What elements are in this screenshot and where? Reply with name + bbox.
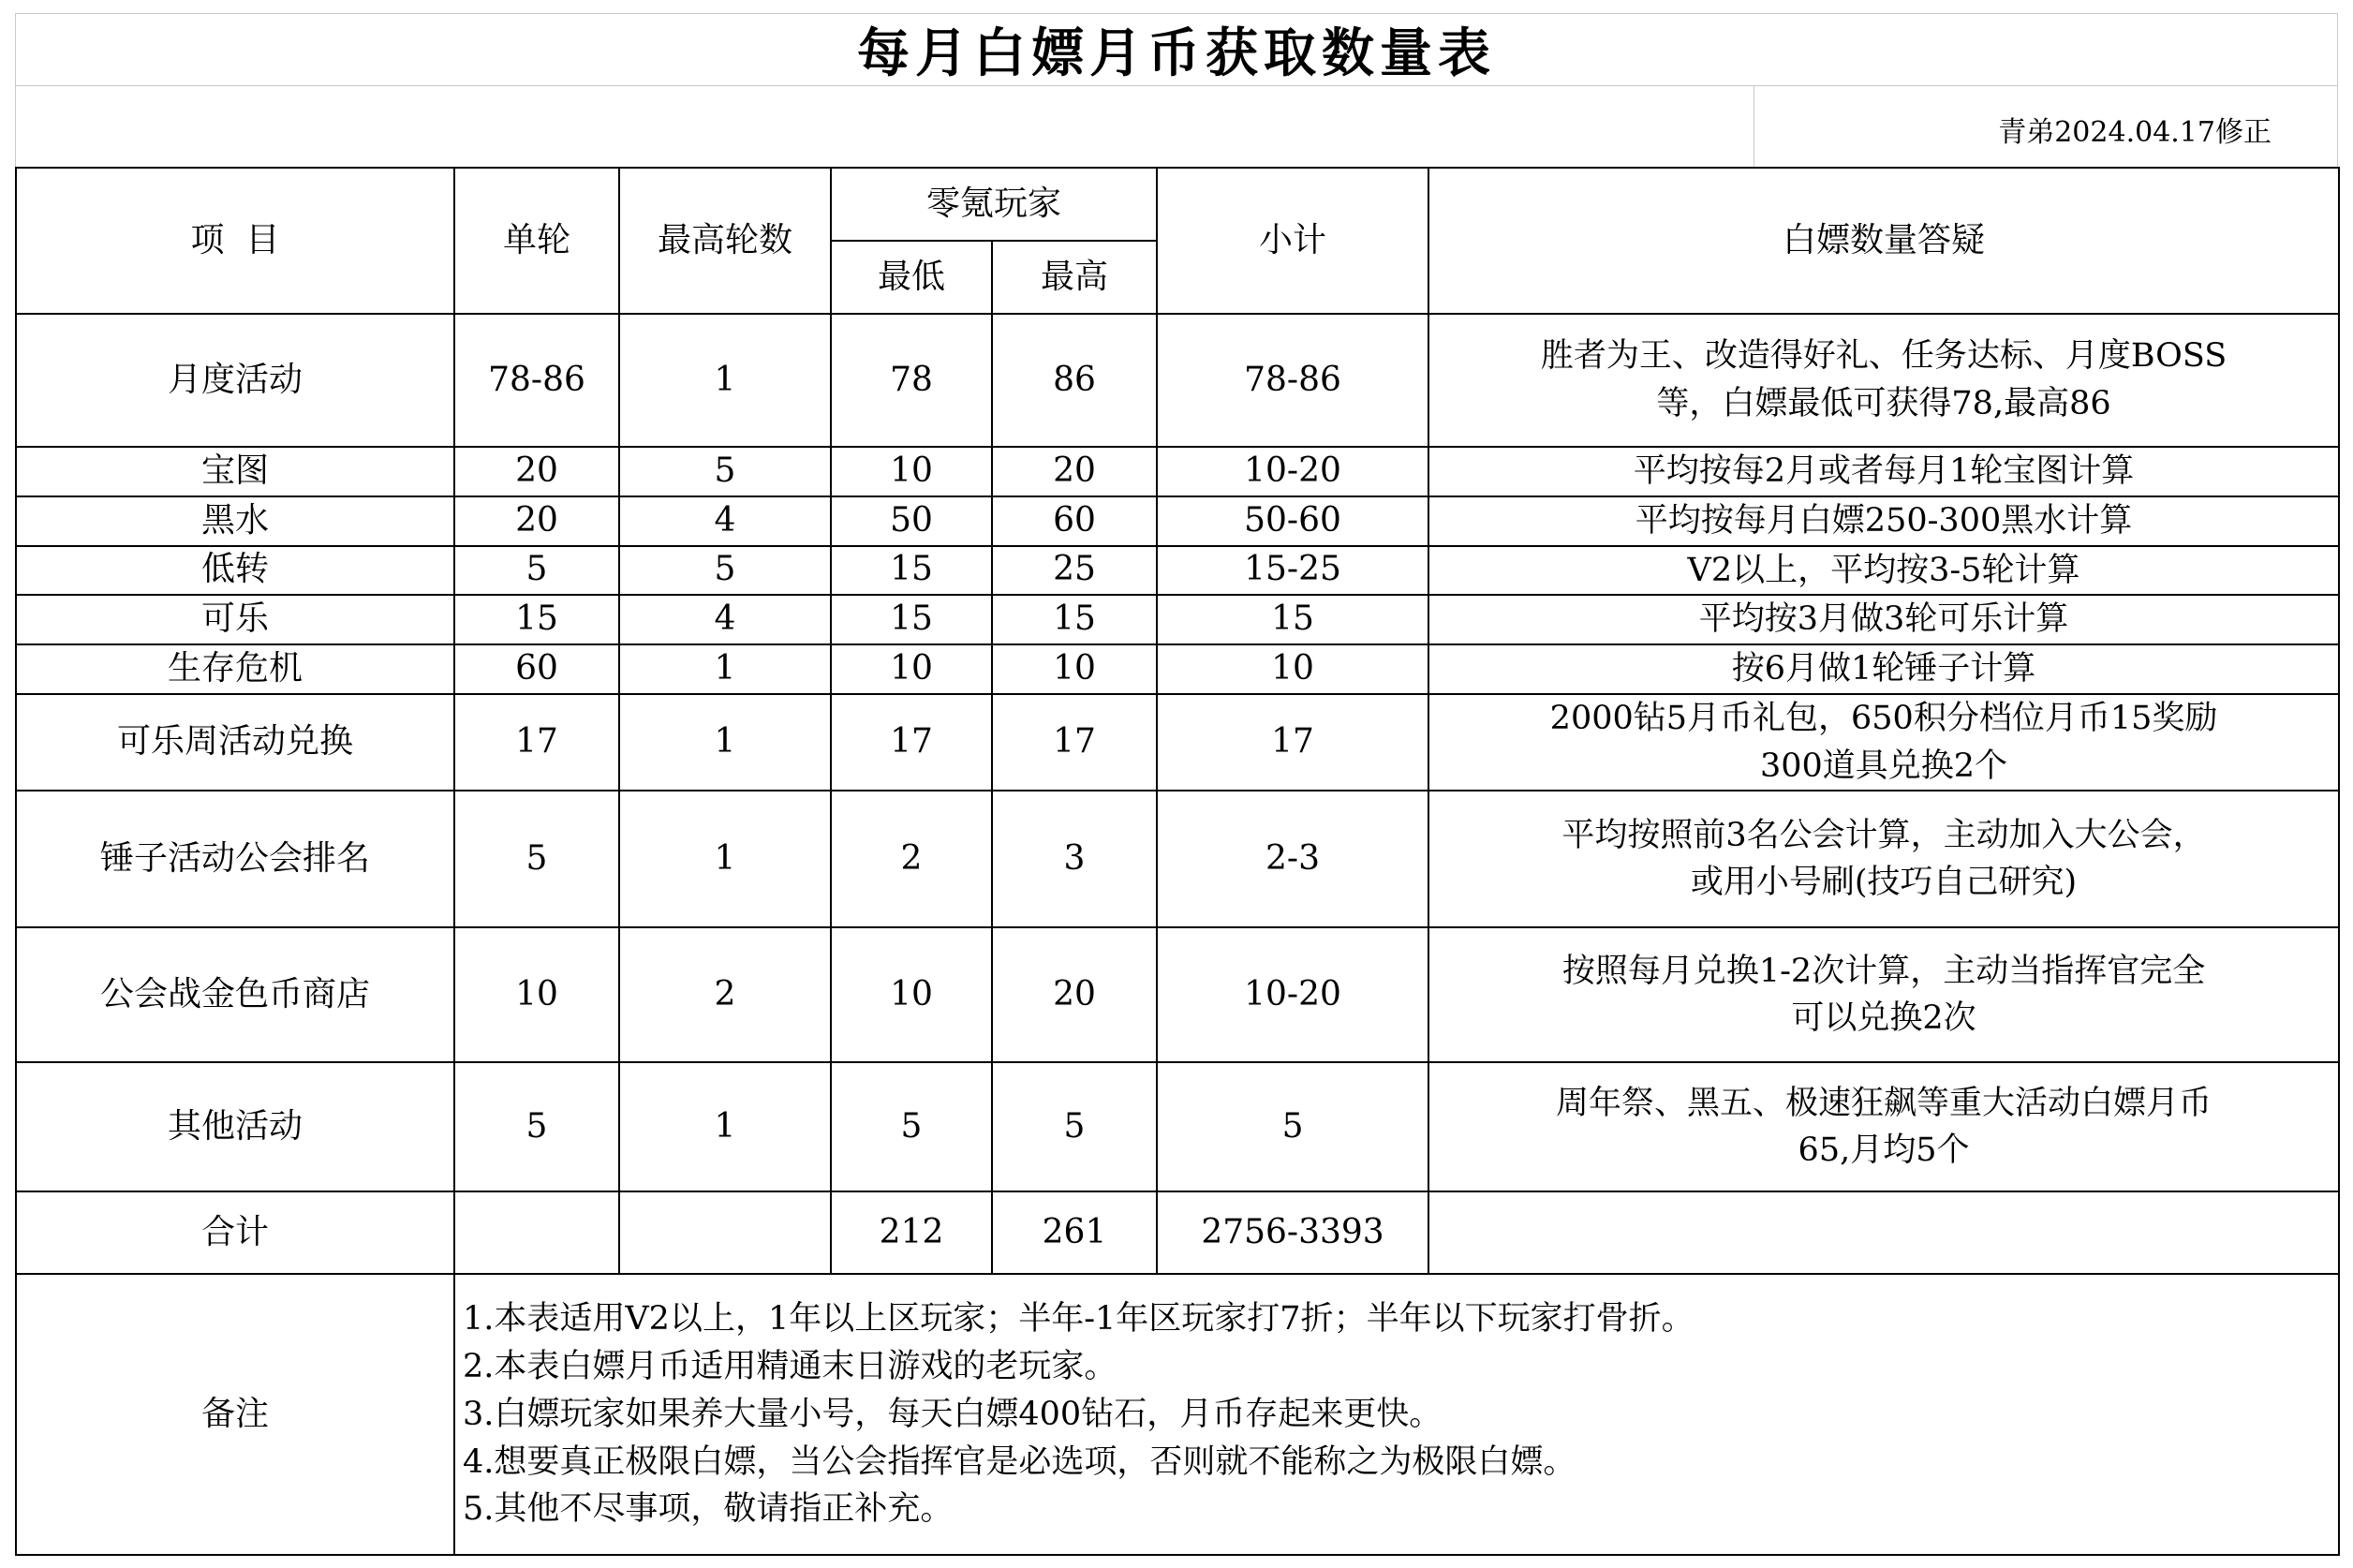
faq-line: 2000钻5月币礼包，650积分档位月币15奖励 bbox=[1549, 699, 2218, 737]
max-cell: 17 bbox=[992, 694, 1157, 791]
faq-cell bbox=[1428, 496, 2339, 546]
subtotal-cell: 17 bbox=[1157, 694, 1428, 791]
revision-note: 青弟2024.04.17修正 bbox=[1998, 116, 2272, 149]
faq-line: 胜者为王、改造得好礼、任务达标、月度BOSS bbox=[1540, 337, 2227, 376]
total-note bbox=[1428, 1191, 2339, 1274]
header-min: 最低 bbox=[831, 241, 992, 314]
remark-line: 2.本表白嫖月币适用精通末日游戏的老玩家。 bbox=[463, 1348, 1117, 1386]
faq-line: 平均按3月做3轮可乐计算 bbox=[1698, 600, 2069, 639]
remark-line: 3.白嫖玩家如果养大量小号，每天白嫖400钻石，月币存起来更快。 bbox=[463, 1395, 1443, 1433]
min-cell: 17 bbox=[831, 694, 992, 791]
subtotal-cell: 2-3 bbox=[1157, 791, 1428, 927]
remarks-label: 备注 bbox=[16, 1274, 454, 1555]
single-round-cell: 17 bbox=[454, 694, 619, 791]
faq-line: 周年祭、黑五、极速狂飙等重大活动白嫖月币 bbox=[1556, 1084, 2212, 1122]
max-cell: 10 bbox=[992, 644, 1157, 694]
max-cell: 60 bbox=[992, 496, 1157, 546]
header-subtotal: 小计 bbox=[1157, 168, 1428, 314]
single-round-cell: 5 bbox=[454, 1062, 619, 1191]
item-cell: 月度活动 bbox=[16, 314, 454, 447]
table-row bbox=[16, 1062, 2339, 1191]
subtotal-cell: 10 bbox=[1157, 644, 1428, 694]
faq-cell bbox=[1428, 595, 2339, 644]
max-rounds-cell: 1 bbox=[619, 1062, 831, 1191]
subtotal-cell: 10-20 bbox=[1157, 927, 1428, 1062]
item-cell: 公会战金色币商店 bbox=[16, 927, 454, 1062]
faq-cell bbox=[1428, 546, 2339, 596]
max-rounds-cell: 1 bbox=[619, 314, 831, 447]
single-round-cell: 5 bbox=[454, 546, 619, 596]
faq-line: 按6月做1轮锤子计算 bbox=[1731, 650, 2036, 688]
header-max-rounds: 最高轮数 bbox=[619, 168, 831, 314]
single-round-cell: 78-86 bbox=[454, 314, 619, 447]
item-cell: 其他活动 bbox=[16, 1062, 454, 1191]
subtotal-cell: 50-60 bbox=[1157, 496, 1428, 546]
item-cell: 黑水 bbox=[16, 496, 454, 546]
faq-cell bbox=[1428, 314, 2339, 447]
spreadsheet bbox=[15, 13, 2338, 1556]
header-faq: 白嫖数量答疑 bbox=[1428, 168, 2339, 314]
subtotal-cell: 15 bbox=[1157, 595, 1428, 644]
max-cell: 5 bbox=[992, 1062, 1157, 1191]
table-row bbox=[16, 644, 2339, 694]
min-cell: 15 bbox=[831, 595, 992, 644]
item-cell: 宝图 bbox=[16, 447, 454, 496]
remarks-text bbox=[454, 1274, 2339, 1555]
remark-line: 1.本表适用V2以上，1年以上区玩家；半年-1年区玩家打7折；半年以下玩家打骨折。 bbox=[463, 1300, 1694, 1339]
single-round-cell: 20 bbox=[454, 447, 619, 496]
min-cell: 5 bbox=[831, 1062, 992, 1191]
single-round-cell: 5 bbox=[454, 791, 619, 927]
table-row bbox=[16, 447, 2339, 496]
max-rounds-cell: 5 bbox=[619, 546, 831, 596]
faq-line: 300道具兑换2个 bbox=[1759, 747, 2008, 785]
faq-line: 按照每月兑换1-2次计算，主动当指挥官完全 bbox=[1561, 952, 2206, 990]
min-cell: 50 bbox=[831, 496, 992, 546]
remark-line: 5.其他不尽事项，敬请指正补充。 bbox=[463, 1490, 954, 1529]
revision-row bbox=[15, 85, 2338, 167]
max-cell: 15 bbox=[992, 595, 1157, 644]
table-row bbox=[16, 496, 2339, 546]
faq-cell bbox=[1428, 791, 2339, 927]
table-row bbox=[16, 314, 2339, 447]
max-rounds-cell: 5 bbox=[619, 447, 831, 496]
header-single-round: 单轮 bbox=[454, 168, 619, 314]
faq-cell bbox=[1428, 644, 2339, 694]
faq-cell bbox=[1428, 927, 2339, 1062]
item-cell: 生存危机 bbox=[16, 644, 454, 694]
max-rounds-cell: 1 bbox=[619, 694, 831, 791]
subtotal-cell: 10-20 bbox=[1157, 447, 1428, 496]
subtotal-cell: 78-86 bbox=[1157, 314, 1428, 447]
item-cell: 可乐 bbox=[16, 595, 454, 644]
title-row bbox=[15, 13, 2338, 85]
min-cell: 78 bbox=[831, 314, 992, 447]
table-row bbox=[16, 927, 2339, 1062]
page-title: 每月白嫖月币获取数量表 bbox=[857, 23, 1496, 84]
max-rounds-cell: 4 bbox=[619, 496, 831, 546]
header-max: 最高 bbox=[992, 241, 1157, 314]
header-item: 项 目 bbox=[16, 168, 454, 314]
item-cell: 锤子活动公会排名 bbox=[16, 791, 454, 927]
min-cell: 2 bbox=[831, 791, 992, 927]
total-max: 261 bbox=[992, 1191, 1157, 1274]
single-round-cell: 20 bbox=[454, 496, 619, 546]
faq-line: 65,月均5个 bbox=[1798, 1132, 1970, 1170]
faq-line: 或用小号刷(技巧自己研究) bbox=[1690, 864, 2078, 902]
single-round-cell: 10 bbox=[454, 927, 619, 1062]
subtotal-cell: 5 bbox=[1157, 1062, 1428, 1191]
faq-line: V2以上，平均按3-5轮计算 bbox=[1687, 551, 2080, 589]
header-row bbox=[16, 168, 2339, 241]
max-cell: 86 bbox=[992, 314, 1157, 447]
max-rounds-cell: 2 bbox=[619, 927, 831, 1062]
total-max-rounds bbox=[619, 1191, 831, 1274]
total-min: 212 bbox=[831, 1191, 992, 1274]
min-cell: 10 bbox=[831, 447, 992, 496]
table-row bbox=[16, 546, 2339, 596]
min-cell: 10 bbox=[831, 644, 992, 694]
total-subtotal: 2756-3393 bbox=[1157, 1191, 1428, 1274]
faq-line: 平均按照前3名公会计算，主动加入大公会， bbox=[1561, 816, 2206, 854]
max-cell: 20 bbox=[992, 447, 1157, 496]
total-label: 合计 bbox=[16, 1191, 454, 1274]
faq-line: 平均按每2月或者每月1轮宝图计算 bbox=[1633, 452, 2135, 490]
faq-cell bbox=[1428, 447, 2339, 496]
table-row bbox=[16, 694, 2339, 791]
total-row bbox=[16, 1191, 2339, 1274]
total-single-round bbox=[454, 1191, 619, 1274]
min-cell: 15 bbox=[831, 546, 992, 596]
faq-cell bbox=[1428, 694, 2339, 791]
faq-line: 平均按每月白嫖250-300黑水计算 bbox=[1635, 501, 2133, 540]
faq-line: 等，白嫖最低可获得78,最高86 bbox=[1656, 385, 2111, 422]
max-rounds-cell: 1 bbox=[619, 791, 831, 927]
remarks-row bbox=[16, 1274, 2339, 1555]
main-table bbox=[15, 167, 2340, 1556]
remark-line: 4.想要真正极限白嫖，当公会指挥官是必选项，否则就不能称之为极限白嫖。 bbox=[463, 1442, 1576, 1481]
max-cell: 25 bbox=[992, 546, 1157, 596]
faq-line: 可以兑换2次 bbox=[1791, 999, 1976, 1038]
header-zero-krypton: 零氪玩家 bbox=[831, 168, 1157, 241]
single-round-cell: 60 bbox=[454, 644, 619, 694]
subtotal-cell: 15-25 bbox=[1157, 546, 1428, 596]
faq-cell bbox=[1428, 1062, 2339, 1191]
max-rounds-cell: 1 bbox=[619, 644, 831, 694]
min-cell: 10 bbox=[831, 927, 992, 1062]
single-round-cell: 15 bbox=[454, 595, 619, 644]
table-row bbox=[16, 595, 2339, 644]
item-cell: 低转 bbox=[16, 546, 454, 596]
max-cell: 20 bbox=[992, 927, 1157, 1062]
max-cell: 3 bbox=[992, 791, 1157, 927]
max-rounds-cell: 4 bbox=[619, 595, 831, 644]
item-cell: 可乐周活动兑换 bbox=[16, 694, 454, 791]
table-row bbox=[16, 791, 2339, 927]
